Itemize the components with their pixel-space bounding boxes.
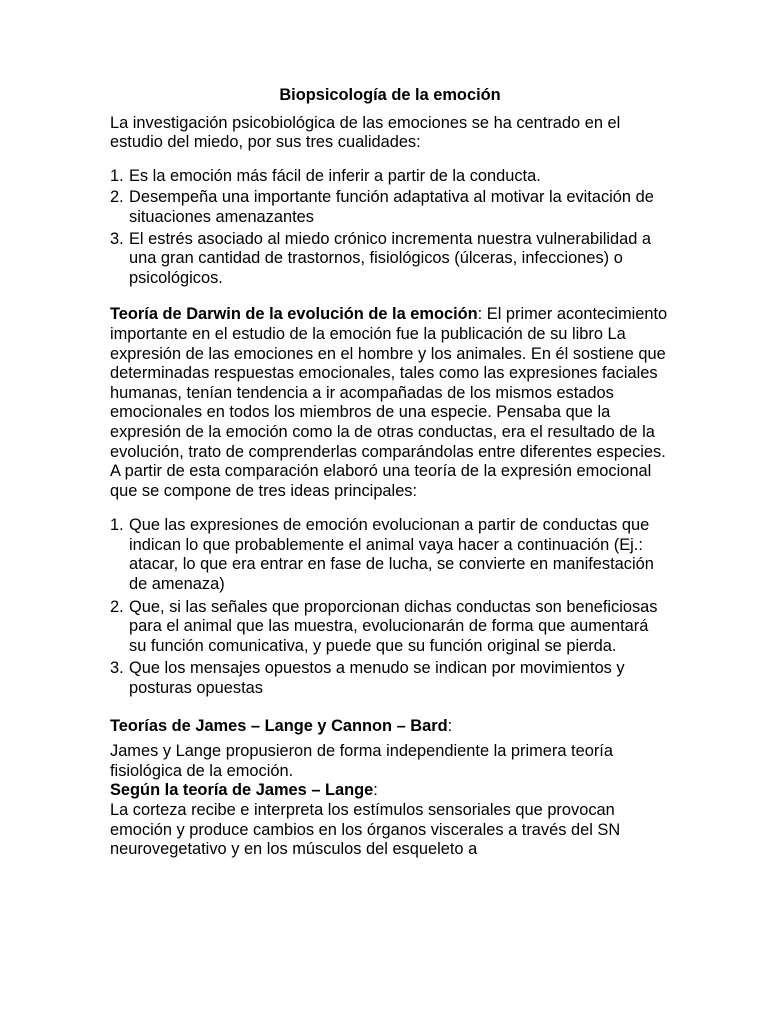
list-number: 1. <box>110 516 124 535</box>
document-page <box>110 86 670 860</box>
list-item <box>110 167 670 187</box>
darwin-ideas-list <box>110 516 670 698</box>
list-number: 1. <box>110 166 124 185</box>
list-item-text: Que, si las señales que proporcionan dichas conductas son beneficiosas para el animal que las muestra, evolucionarán de forma que aumentará su función comunicativa, y puede que su función original se pierda. <box>129 597 658 655</box>
james-cannon-paragraph: James y Lange propusieron de forma independiente la primera teoría fisiológica de la emoción. <box>110 742 613 780</box>
document-title: Biopsicología de la emoción <box>279 86 501 104</box>
list-item <box>110 230 670 289</box>
james-cannon-heading-sep: : <box>447 716 453 735</box>
list-item-text: Es la emoción más fácil de inferir a partir de la conducta. <box>129 166 541 185</box>
list-item <box>110 659 670 698</box>
list-item <box>110 516 670 594</box>
james-cannon-heading: Teorías de James – Lange y Cannon – Bard <box>110 716 448 735</box>
james-lange-paragraph: La corteza recibe e interpreta los estímulos sensoriales que provocan emoción y produce cambios en los órganos viscerales a través del SN neurovegetativo y en los músculos del esqueleto a <box>110 801 621 859</box>
list-number: 2. <box>110 188 124 207</box>
james-cannon-heading-line <box>110 717 670 737</box>
list-item-text: Desempeña una importante función adaptativa al motivar la evitación de situaciones amenazantes <box>129 188 654 226</box>
list-number: 2. <box>110 597 124 616</box>
james-lange-heading-sep: : <box>373 781 378 800</box>
list-item <box>110 188 670 227</box>
james-lange-heading: Según la teoría de James – Lange <box>110 781 374 800</box>
list-item <box>110 598 670 657</box>
darwin-body: El primer acontecimiento importante en el estudio de la emoción fue la publicación de su libro La expresión de las emociones en el hombre y los animales. En él sostiene que determinadas respuestas emocionales, tales como las expresiones faciales humanas, tenían tendencia a ir acompañadas de los mismos estados emocionales en todos los miembros de una especie. Pensaba que la expresión de la emoción como la de otras conductas, era el resultado de la evolución, trato de comprenderlas comparándolas entre diferentes especies. A partir de esta comparación elaboró una teoría de la expresión emocional que se compone de tres ideas principales: <box>110 305 668 500</box>
darwin-paragraph <box>110 305 670 501</box>
list-item-text: El estrés asociado al miedo crónico incrementa nuestra vulnerabilidad a una gran cantidad de trastornos, fisiológicos (úlceras, infecciones) o psicológicos. <box>129 229 652 287</box>
list-item-text: Que las expresiones de emoción evolucionan a partir de conductas que indican lo que probablemente el animal vaya hacer a continuación (Ej.: atacar, lo que era entrar en fase de lucha, se convierte en manifestación de amenaza) <box>129 516 654 594</box>
james-lange-heading-line <box>110 781 670 801</box>
list-number: 3. <box>110 229 124 248</box>
fear-qualities-list <box>110 167 670 289</box>
list-number: 3. <box>110 659 124 678</box>
list-item-text: Que los mensajes opuestos a menudo se indican por movimientos y posturas opuestas <box>129 659 625 698</box>
darwin-heading: Teoría de Darwin de la evolución de la emoción <box>110 305 478 324</box>
intro-paragraph: La investigación psicobiológica de las emociones se ha centrado en el estudio del miedo, por sus tres cualidades: <box>110 113 621 152</box>
darwin-heading-sep: : <box>477 305 483 324</box>
